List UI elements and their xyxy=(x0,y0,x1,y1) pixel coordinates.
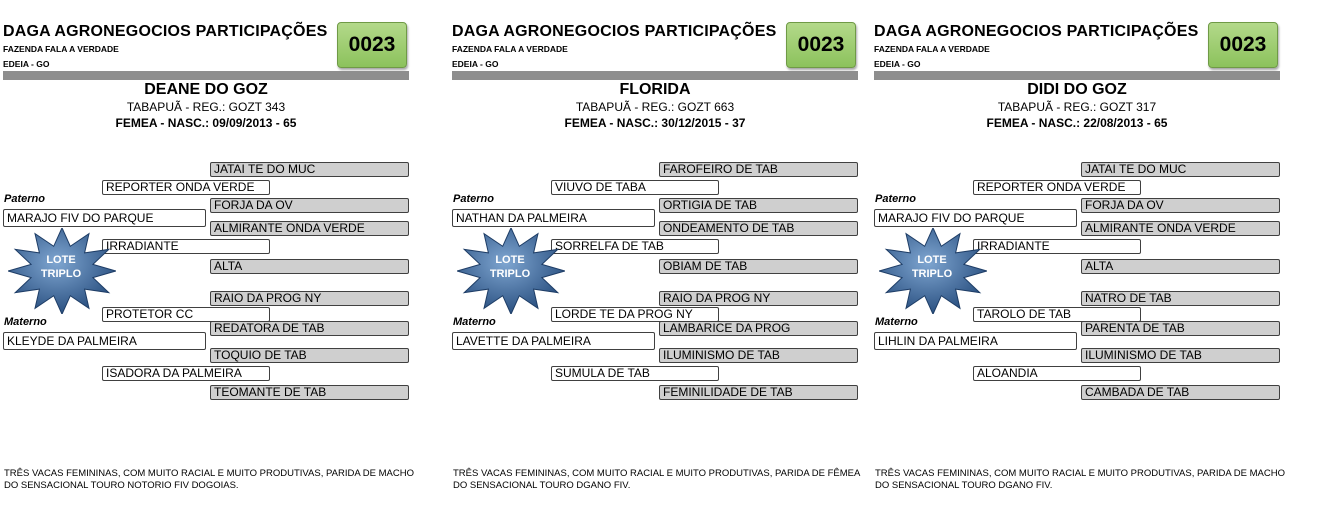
maternal-granddam-box: SUMULA DE TAB xyxy=(551,366,719,381)
paternal-grandsire-box: REPORTER ONDA VERDE xyxy=(102,180,270,195)
great-grandparent-box: RAIO DA PROG NY xyxy=(659,291,858,306)
animal-registration: TABAPUÃ - REG.: GOZT 317 xyxy=(997,100,1157,114)
great-grandparent-box: FEMINILIDADE DE TAB xyxy=(659,385,858,400)
paternal-label: Paterno xyxy=(453,193,494,205)
maternal-label: Materno xyxy=(4,316,47,328)
great-grandparent-box: JATAI TE DO MUC xyxy=(210,162,409,177)
dam-box: KLEYDE DA PALMEIRA xyxy=(3,332,206,350)
company-name: DAGA AGRONEGOCIOS PARTICIPAÇÕES xyxy=(452,23,777,40)
animal-birth-info: FEMEA - NASC.: 22/08/2013 - 65 xyxy=(986,116,1168,130)
great-grandparent-box: ALTA xyxy=(1081,259,1280,274)
great-grandparent-box: CAMBADA DE TAB xyxy=(1081,385,1280,400)
city-name: EDEIA - GO xyxy=(874,59,921,69)
great-grandparent-box: PARENTA DE TAB xyxy=(1081,321,1280,336)
header-divider xyxy=(3,71,409,80)
star-label-line1: LOTE xyxy=(495,254,525,266)
paternal-grandsire-box: VIUVO DE TABA xyxy=(551,180,719,195)
star-label-line2: TRIPLO xyxy=(40,268,82,280)
paternal-grandsire-box: REPORTER ONDA VERDE xyxy=(973,180,1141,195)
dam-box: LIHLIN DA PALMEIRA xyxy=(874,332,1077,350)
star-label-line2: TRIPLO xyxy=(489,268,531,280)
header-divider xyxy=(452,71,858,80)
paternal-granddam-box: IRRADIANTE xyxy=(102,239,270,254)
sire-box: MARAJO FIV DO PARQUE xyxy=(874,209,1077,227)
animal-name: DEANE DO GOZ xyxy=(144,81,268,98)
maternal-grandsire-box: TAROLO DE TAB xyxy=(973,307,1141,322)
paternal-granddam-box: SORRELFA DE TAB xyxy=(551,239,719,254)
farm-name: FAZENDA FALA A VERDADE xyxy=(3,44,119,54)
great-grandparent-box: ALTA xyxy=(210,259,409,274)
great-grandparent-box: TEOMANTE DE TAB xyxy=(210,385,409,400)
paternal-granddam-box: IRRADIANTE xyxy=(973,239,1141,254)
lot-number-badge: 0023 xyxy=(786,22,856,68)
farm-name: FAZENDA FALA A VERDADE xyxy=(452,44,568,54)
animal-birth-info: FEMEA - NASC.: 30/12/2015 - 37 xyxy=(564,116,746,130)
star-label xyxy=(879,253,985,281)
farm-name: FAZENDA FALA A VERDADE xyxy=(874,44,990,54)
city-name: EDEIA - GO xyxy=(452,59,499,69)
great-grandparent-box: REDATORA DE TAB xyxy=(210,321,409,336)
lot-card xyxy=(449,0,879,529)
sire-box: NATHAN DA PALMEIRA xyxy=(452,209,655,227)
great-grandparent-box: OBIAM DE TAB xyxy=(659,259,858,274)
maternal-label: Materno xyxy=(875,316,918,328)
header-divider xyxy=(874,71,1280,80)
great-grandparent-box: ILUMINISMO DE TAB xyxy=(659,348,858,363)
dam-box: LAVETTE DA PALMEIRA xyxy=(452,332,655,350)
animal-name: FLORIDA xyxy=(619,81,691,98)
star-label xyxy=(8,253,114,281)
animal-registration: TABAPUÃ - REG.: GOZT 343 xyxy=(126,100,286,114)
city-name: EDEIA - GO xyxy=(3,59,50,69)
animal-name: DIDI DO GOZ xyxy=(1027,81,1127,98)
paternal-label: Paterno xyxy=(875,193,916,205)
maternal-label: Materno xyxy=(453,316,496,328)
great-grandparent-box: JATAI TE DO MUC xyxy=(1081,162,1280,177)
great-grandparent-box: FORJA DA OV xyxy=(210,198,409,213)
great-grandparent-box: FAROFEIRO DE TAB xyxy=(659,162,858,177)
lot-description: TRÊS VACAS FEMININAS, COM MUITO RACIAL E MUITO PRODUTIVAS, PARIDA DE MACHO DO SENSACIONAL TOURO NOTORIO FIV DOGOIAS. xyxy=(4,468,414,491)
lot-description: TRÊS VACAS FEMININAS, COM MUITO RACIAL E MUITO PRODUTIVAS, PARIDA DE FÊMEA DO SENSACIONAL TOURO DGANO FIV. xyxy=(453,468,860,491)
great-grandparent-box: ALMIRANTE ONDA VERDE xyxy=(1081,221,1280,236)
great-grandparent-box: ILUMINISMO DE TAB xyxy=(1081,348,1280,363)
star-label-line1: LOTE xyxy=(917,254,947,266)
star-label-line2: TRIPLO xyxy=(911,268,953,280)
star-label-line1: LOTE xyxy=(46,254,76,266)
maternal-granddam-box: ALOANDIA xyxy=(973,366,1141,381)
maternal-granddam-box: ISADORA DA PALMEIRA xyxy=(102,366,270,381)
lot-number-badge: 0023 xyxy=(337,22,407,68)
animal-registration: TABAPUÃ - REG.: GOZT 663 xyxy=(575,100,735,114)
sire-box: MARAJO FIV DO PARQUE xyxy=(3,209,206,227)
great-grandparent-box: RAIO DA PROG NY xyxy=(210,291,409,306)
great-grandparent-box: ORTIGIA DE TAB xyxy=(659,198,858,213)
animal-birth-info: FEMEA - NASC.: 09/09/2013 - 65 xyxy=(115,116,297,130)
great-grandparent-box: FORJA DA OV xyxy=(1081,198,1280,213)
lot-description: TRÊS VACAS FEMININAS, COM MUITO RACIAL E MUITO PRODUTIVAS, PARIDA DE MACHO DO SENSACIONAL TOURO DGANO FIV. xyxy=(875,468,1285,491)
great-grandparent-box: LAMBARICE DA PROG xyxy=(659,321,858,336)
great-grandparent-box: NATRO DE TAB xyxy=(1081,291,1280,306)
paternal-label: Paterno xyxy=(4,193,45,205)
company-name: DAGA AGRONEGOCIOS PARTICIPAÇÕES xyxy=(874,23,1199,40)
maternal-grandsire-box: LORDE TE DA PROG NY xyxy=(551,307,719,322)
great-grandparent-box: ALMIRANTE ONDA VERDE xyxy=(210,221,409,236)
lot-number-badge: 0023 xyxy=(1208,22,1278,68)
great-grandparent-box: ONDEAMENTO DE TAB xyxy=(659,221,858,236)
lot-card xyxy=(871,0,1301,529)
company-name: DAGA AGRONEGOCIOS PARTICIPAÇÕES xyxy=(3,23,328,40)
great-grandparent-box: TOQUIO DE TAB xyxy=(210,348,409,363)
maternal-grandsire-box: PROTETOR CC xyxy=(102,307,270,322)
star-label xyxy=(457,253,563,281)
lot-card xyxy=(0,0,430,529)
